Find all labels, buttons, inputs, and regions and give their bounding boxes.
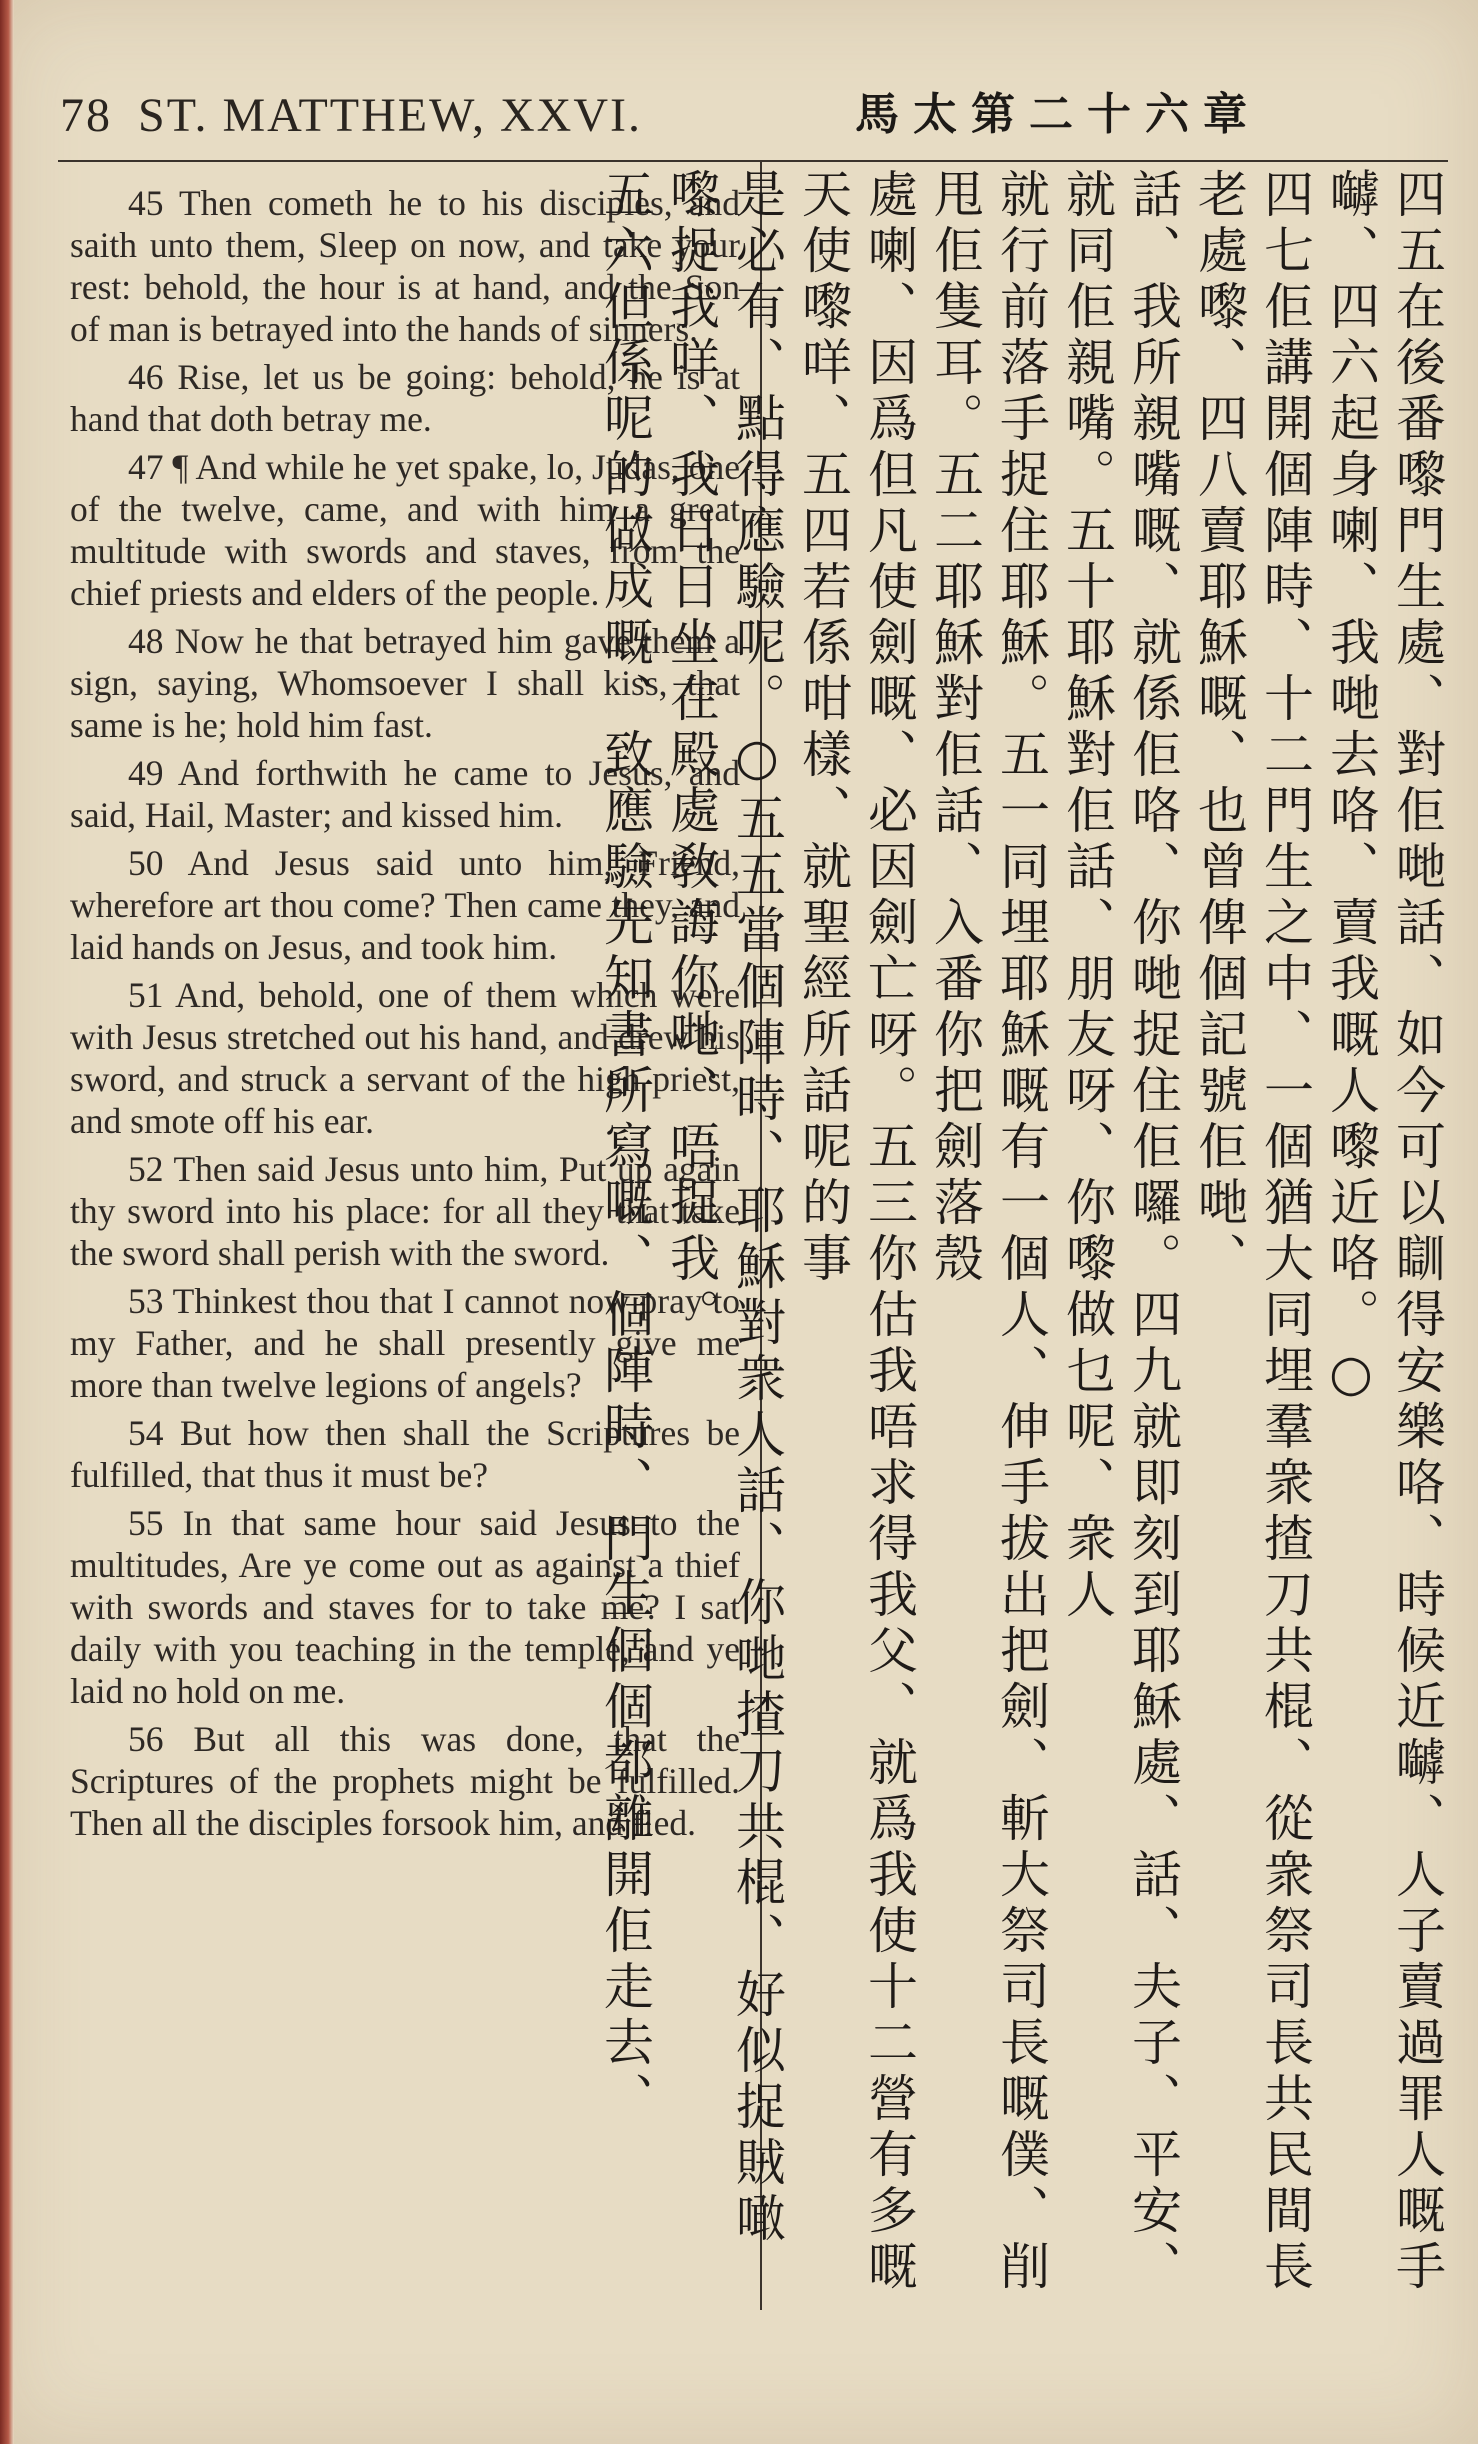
page-edge — [0, 0, 14, 2444]
chinese-line-3: 話、我所親嘴嘅、就係佢咯、你哋捉住佢囉。四九就即刻到耶穌處、話、夫子、平安、就同佢親嘴。五十耶穌對佢話、朋友呀、你嚟做乜呢、衆人 — [1058, 168, 1182, 2296]
chinese-line-1: 四五在後番嚟門生處、對佢哋話、如今可以瞓得安樂咯、時候近嚹、人子賣過罪人嘅手嚹、四六起身喇、我哋去咯、賣我嘅人嚟近咯。○ — [1322, 168, 1446, 2296]
chinese-line-4: 就行前落手捉住耶穌。五一同埋耶穌嘅有一個人、伸手拔出把劍、斬大祭司長嘅僕、削甩佢隻耳。五二耶穌對佢話、入番你把劍落殼 — [926, 168, 1050, 2296]
chinese-column — [596, 168, 1450, 2298]
verse-47: 47 ¶ And while he yet spake, lo, Judas, one of the twelve, came, and with him a great multitude with swords and staves, from the chief priests and elders of the people. — [70, 447, 740, 613]
chinese-line-7: 五六但係呢的做成嘅、致應驗先知書所寫嘅、個陣時、門生個個都離開佢走去、 — [596, 168, 654, 2128]
english-header — [60, 88, 642, 143]
chinese-line-6: 是必有、點得應驗呢。○五五當個陣時、耶穌對衆人話、你哋揸刀共棍、好似捉賊噉嚟捉我咩、我日日坐在殿處敎誨你哋、唔捉我。 — [662, 168, 786, 2248]
chinese-line-5: 處喇、因爲但凡使劍嘅、必因劍亡呀。五三你估我唔求得我父、就爲我使十二營有多嘅天使嚟咩、五四若係咁樣、就聖經所話呢的事 — [794, 168, 918, 2296]
verse-45: 45 Then cometh he to his disciples, and saith unto them, Sleep on now, and take your rest: behold, the hour is at hand, and the Son of man is betrayed into the hands of sinners. — [70, 183, 740, 349]
verse-50: 50 And Jesus said unto him, Friend, wherefore art thou come? Then came they, and laid hands on Jesus, and took him. — [70, 843, 740, 967]
english-book-title: ST. MATTHEW, XXVI. — [138, 89, 642, 142]
verse-56: 56 But all this was done, that the Scriptures of the prophets might be fulfilled. Then all the disciples forsook him, and fled. — [70, 1719, 740, 1843]
chinese-line-2: 四七佢講開個陣時、十二門生之中、一個猶大同埋羣衆揸刀共棍、從衆祭司長共民間長老處嚟、四八賣耶穌嘅、也曾俾個記號佢哋、 — [1190, 168, 1314, 2296]
verse-54: 54 But how then shall the Scriptures be fulfilled, that thus it must be? — [70, 1413, 740, 1495]
verse-49: 49 And forthwith he came to Jesus, and said, Hail, Master; and kissed him. — [70, 753, 740, 835]
page-number: 78 — [60, 89, 112, 142]
verse-48: 48 Now he that betrayed him gave them a sign, saying, Whomsoever I shall kiss, that same is he; hold him fast. — [70, 621, 740, 745]
verse-51: 51 And, behold, one of them which were with Jesus stretched out his hand, and drew his sword, and struck a servant of the high priest, and smote off his ear. — [70, 975, 740, 1141]
verse-55: 55 In that same hour said Jesus to the multitudes, Are ye come out as against a thief with swords and staves for to take me? I sat daily with you teaching in the temple, and ye laid no hold on me. — [70, 1503, 740, 1711]
header-rule — [58, 160, 1448, 162]
verse-53: 53 Thinkest thou that I cannot now pray to my Father, and he shall presently give me more than twelve legions of angels? — [70, 1281, 740, 1405]
verse-46: 46 Rise, let us be going: behold, he is at hand that doth betray me. — [70, 357, 740, 439]
chinese-book-title: 馬太第二十六章 — [855, 89, 1261, 140]
verse-52: 52 Then said Jesus unto him, Put up again thy sword into his place: for all they that take the sword shall perish with the sword. — [70, 1149, 740, 1273]
